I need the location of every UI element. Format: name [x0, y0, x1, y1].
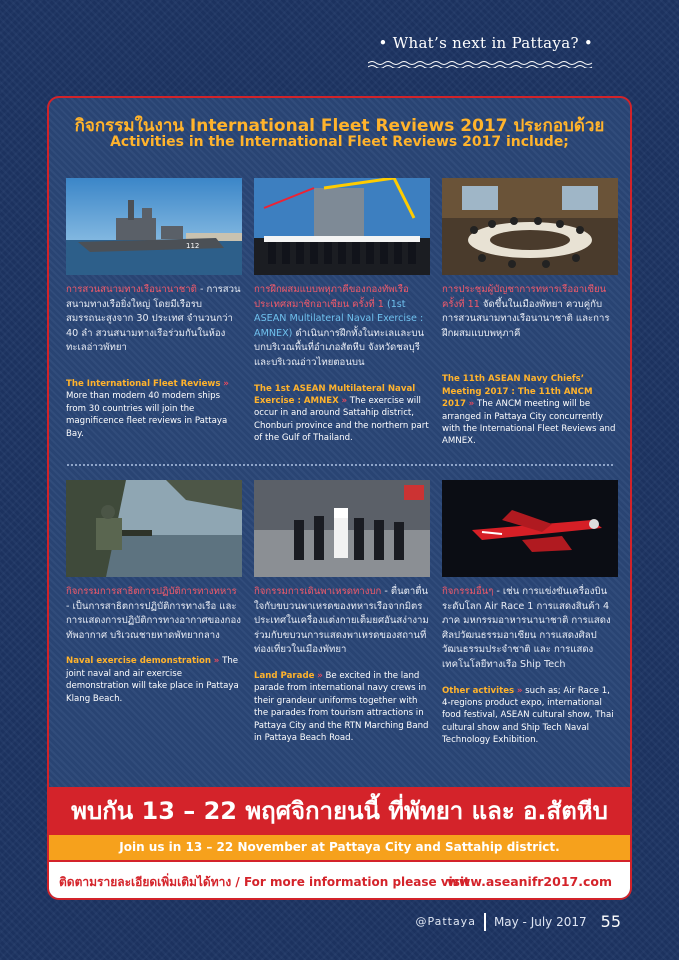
section-tag: • What’s next in Pattaya? •: [378, 34, 593, 52]
activity-thai-text: กิจกรรมการสาธิตการปฏิบัติการทางทหาร - เป็นการสาธิตการปฏิบัติการทางเรือ และการแสดงการปฏิบัติการทางอากาศของกองทัพอากาศ บริเวณชายหาดพัทยากลาง: [66, 586, 241, 641]
event-date-subtitle: Join us in 13 – 22 November at Pattaya City and Sattahip district.: [49, 835, 630, 860]
activity-thai-text: การสวนสนามทางเรือนานาชาติ - การสวนสนามทางเรือยิ่งใหญ่ โดยมีเรือรบสมรรถนะสูงจาก 30 ประเทศ จำนวนกว่า 40 ลำ สวนสนามทางเรือร่วมกันในห้องทะเลอ่าวพัทยา: [66, 284, 241, 354]
naval-crew-photo: [254, 178, 430, 275]
svg-text:112: 112: [186, 242, 200, 250]
activity-thai-text: กิจกรรมการเดินพาเหรดทางบก - ตื่นตาตื่นใจกับขบวนพาเหรดของทหารเรือจากมิตรประเทศในเครื่องแต่งกายเต็มยศอันสง่างาม ร่วมกับขบวนการแสดงพาเหรดของสถานที่ท่องเที่ยวในเมืองพัทยา: [254, 586, 429, 656]
magazine-brand: @Pattaya: [415, 915, 476, 928]
page-footer: [415, 912, 621, 931]
meeting-photo: [442, 178, 618, 275]
activity-amnex: [254, 178, 430, 445]
activity-english-text: The 11th ASEAN Navy Chiefs’ Meeting 2017 : The 11th ANCM 2017 » The ANCM meeting will be arranged in Pattaya City concurrently with the International Fleet Reviews and AMNEX.: [442, 374, 616, 447]
activity-ancm: [442, 178, 618, 448]
more-info-text: ติดตามรายละเอียดเพิ่มเติมได้ทาง / For more information please visit: [59, 875, 470, 889]
activity-english-text: Land Parade » Be excited in the land parade from international navy crews in their grandeur uniforms together with the parades from tourism attractions in Pattaya City and the RTN Marching Band in Pattaya Beach Road.: [254, 670, 429, 743]
activity-english-text: The International Fleet Reviews » More than modern 40 modern ships from 30 countries will join the magnificence fleet reviews in Pattaya Bay.: [66, 378, 229, 439]
activity-english-text: Naval exercise demonstration » The joint naval and air exercise demonstration will take place in Pattaya Klang Beach.: [66, 656, 239, 704]
activity-thai-text: การประชุมผู้บัญชาการทหารเรืออาเซียน ครั้งที่ 11 จัดขึ้นในเมืองพัทยา ควบคู่กับการสวนสนามทางเรือนานาชาติ และการฝึกผสมแบบพหุภาคี: [442, 284, 610, 339]
activity-land-parade: [254, 480, 430, 744]
activity-fleet-review: [66, 178, 242, 440]
event-date-banner: พบกัน 13 – 22 พฤศจิกายนนี้ ที่พัทยา และ อ.สัตหีบ: [49, 787, 630, 835]
panel-title-thai: กิจกรรมในงาน International Fleet Reviews 2017 ประกอบด้วย: [74, 116, 605, 136]
page-number: 55: [600, 912, 621, 931]
issue-date: May - July 2017: [493, 914, 587, 929]
wave-divider: [368, 60, 594, 68]
activities-panel: [47, 96, 632, 900]
footer-separator: [484, 913, 486, 931]
website-link[interactable]: www.aseanifr2017.com: [447, 874, 612, 889]
activity-english-text: The 1st ASEAN Multilateral Naval Exercise : AMNEX » The exercise will occur in and around Sattahip district, Chonburi province and the northern part of the Gulf of Thailand.: [254, 383, 429, 444]
activity-thai-text: กิจกรรมอื่นๆ - เช่น การแข่งขันเครื่องบินระดับโลก Air Race 1 การแสดงสินค้า 4 ภาค มหกรรมอาหารนานาชาติ การแสดงศิลปวัฒนธรรมอาเซียน การแสดงศิลปวัฒนธรรมประจำชาติ และ การแสดงเทคโนโลยีทางเรือ Ship Tech: [442, 586, 611, 670]
parade-photo: [254, 480, 430, 577]
panel-title-english: Activities in the International Fleet Reviews 2017 include;: [110, 134, 569, 150]
more-info-bar: [49, 860, 630, 900]
activity-thai-text: การฝึกผสมแบบพหุภาคีของกองทัพเรือประเทศสมาชิกอาเซียน ครั้งที่ 1 (1st ASEAN Multilateral Naval Exercise : AMNEX) ดำเนินการฝึกทั้งในทะเลและบนบกบริเวณพื้นที่อำเภอสัตหีบ จังหวัดชลบุรี และบริเวณอ่าวไทยตอนบน: [254, 284, 424, 368]
dotted-divider: [67, 464, 613, 466]
activity-other: [442, 480, 618, 747]
warship-photo: [66, 178, 242, 275]
air-race-plane-photo: [442, 480, 618, 577]
helicopter-photo: [66, 480, 242, 577]
activity-english-text: Other activites » such as; Air Race 1, 4-regions product expo, international food festival, ASEAN cultural show, Thai cultural show and Ship Tech Naval Technology Exhibition.: [442, 685, 614, 746]
activity-naval-demo: [66, 480, 242, 705]
